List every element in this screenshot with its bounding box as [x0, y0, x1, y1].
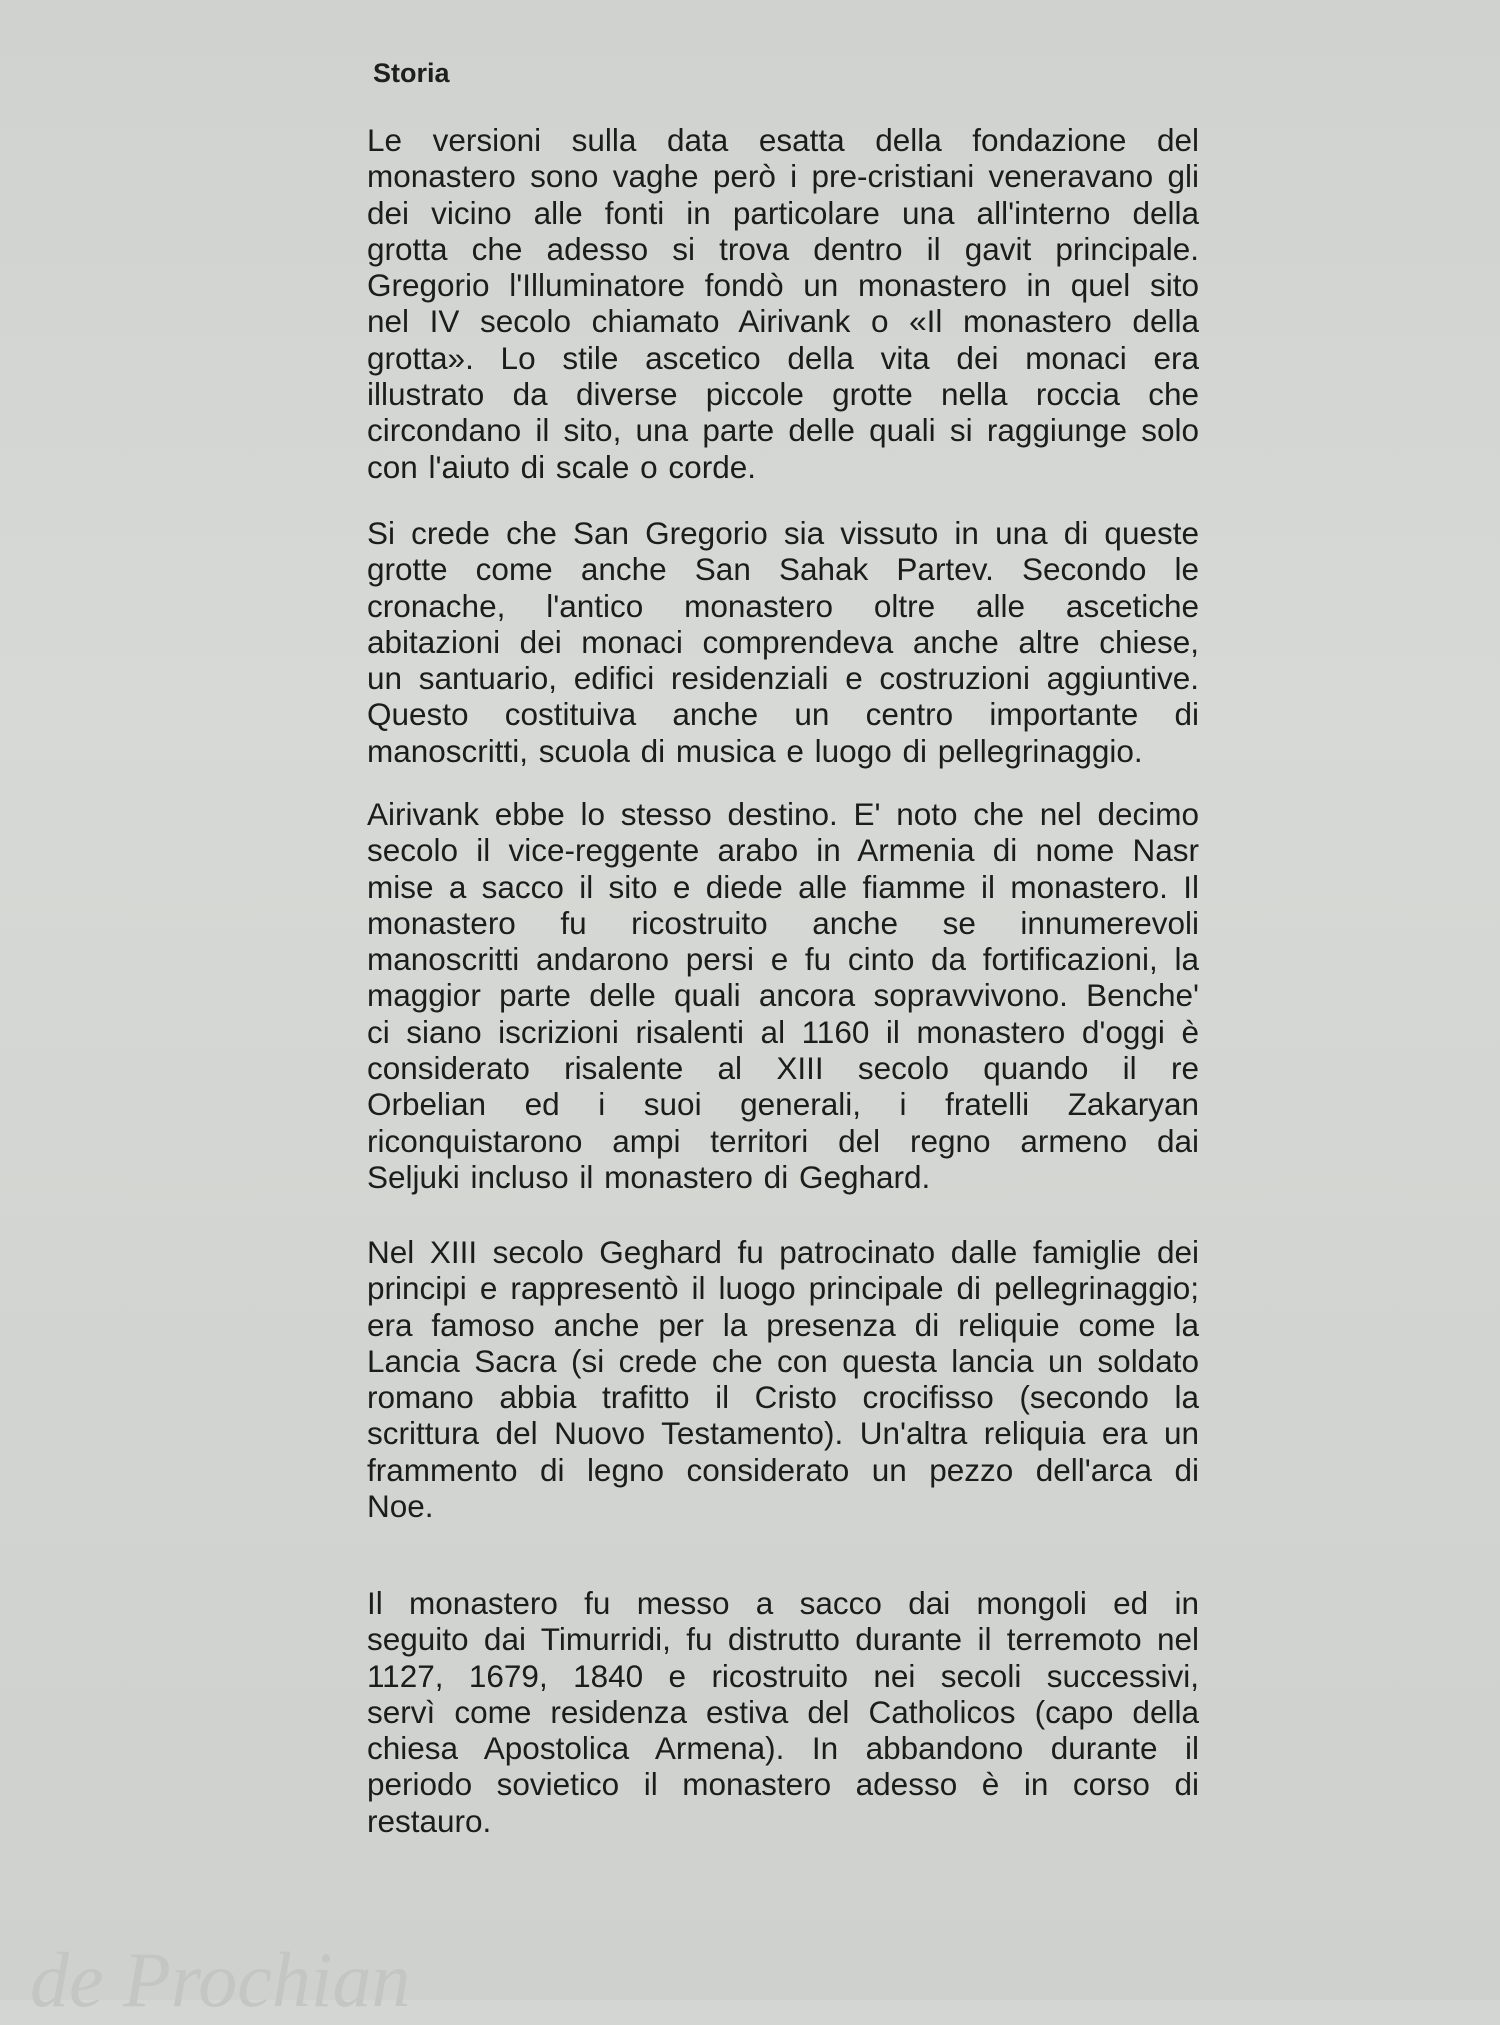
- italian-heading: Storia: [373, 58, 450, 88]
- italian-text-line: Si crede che San Gregorio sia vissuto in una di queste: [367, 515, 1199, 551]
- italian-text-line: Questo costituiva anche un centro importante di: [367, 696, 1199, 733]
- italian-text-line: grotta che adesso si trova dentro il gavit principale.: [367, 230, 1199, 267]
- italian-text-line: Le versioni sulla data esatta della fondazione del: [367, 122, 1199, 158]
- italian-text-line: seguito dai Timurridi, fu distrutto durante il terremoto nel: [367, 1621, 1199, 1658]
- italian-text-line: frammento di legno considerato un pezzo dell'arca di: [367, 1451, 1199, 1488]
- italian-paragraph: [367, 1585, 1199, 1839]
- italian-text-line: romano abbia trafitto il Cristo crocifisso (secondo la: [367, 1379, 1199, 1416]
- italian-text-line: grotte come anche San Sahak Partev. Secondo le: [367, 551, 1199, 588]
- italian-text-line: 1127, 1679, 1840 e ricostruito nei secoli successivi,: [367, 1657, 1199, 1694]
- italian-text-line: Nel XIII secolo Geghard fu patrocinato dalle famiglie dei: [367, 1234, 1199, 1270]
- italian-text-line: illustrato da diverse piccole grotte nella roccia che: [367, 376, 1199, 413]
- italian-text-line: Il monastero fu messo a sacco dai mongoli ed in: [367, 1585, 1199, 1621]
- italian-text-line: grotta». Lo stile ascetico della vita dei monaci era: [367, 339, 1199, 376]
- italian-paragraph: [367, 515, 1199, 769]
- italian-text-line: servì come residenza estiva del Catholicos (capo della: [367, 1693, 1199, 1730]
- italian-text-line: cronache, l'antico monastero oltre alle ascetiche: [367, 587, 1199, 624]
- italian-text-line: restauro.: [367, 1802, 492, 1839]
- italian-paragraph: [367, 122, 1199, 485]
- italian-text-line: abitazioni dei monaci comprendeva anche altre chiese,: [367, 623, 1199, 660]
- italian-paragraph: [367, 1234, 1199, 1524]
- italian-text-line: mise a sacco il sito e diede alle fiamme il monastero. Il: [367, 868, 1199, 905]
- italian-text-line: Airivank ebbe lo stesso destino. E' noto che nel decimo: [367, 796, 1199, 832]
- italian-text-line: circondano il sito, una parte delle quali si raggiunge solo: [367, 412, 1199, 449]
- italian-text-line: un santuario, edifici residenziali e costruzioni aggiuntive.: [367, 660, 1199, 697]
- italian-text-line: con l'aiuto di scale o corde.: [367, 448, 756, 485]
- italian-text-line: chiesa Apostolica Armena). In abbandono durante il: [367, 1730, 1199, 1767]
- italian-text-line: scrittura del Nuovo Testamento). Un'altra reliquia era un: [367, 1415, 1199, 1452]
- italian-text-line: Lancia Sacra (si crede che con questa lancia un soldato: [367, 1342, 1199, 1379]
- italian-text-line: dei vicino alle fonti in particolare una all'interno della: [367, 194, 1199, 231]
- italian-text-line: ci siano iscrizioni risalenti al 1160 il monastero d'oggi è: [367, 1013, 1199, 1050]
- italian-text-line: Gregorio l'Illuminatore fondò un monastero in quel sito: [367, 267, 1199, 304]
- italian-text-line: monastero sono vaghe però i pre-cristiani veneravano gli: [367, 158, 1199, 195]
- italian-paragraph: [367, 796, 1199, 1195]
- italian-text-line: secolo il vice-reggente arabo in Armenia di nome Nasr: [367, 832, 1199, 869]
- italian-text-line: periodo sovietico il monastero adesso è in corso di: [367, 1766, 1199, 1803]
- italian-text-line: nel IV secolo chiamato Airivank o «Il monastero della: [367, 303, 1199, 340]
- italian-text-line: maggior parte delle quali ancora sopravvivono. Benche': [367, 977, 1199, 1014]
- italian-text-line: era famoso anche per la presenza di reliquie come la: [367, 1306, 1199, 1343]
- italian-text-line: Orbelian ed i suoi generali, i fratelli Zakaryan: [367, 1086, 1199, 1123]
- italian-text-line: principi e rappresentò il luogo principale di pellegrinaggio;: [367, 1270, 1199, 1307]
- italian-text-line: considerato risalente al XIII secolo quando il re: [367, 1050, 1199, 1087]
- italian-text-line: manoscritti, scuola di musica e luogo di pellegrinaggio.: [367, 732, 1143, 769]
- watermark-text: de Prochian: [30, 1936, 411, 2023]
- italian-text-line: monastero fu ricostruito anche se innumerevoli: [367, 904, 1199, 941]
- italian-text-line: Seljuki incluso il monastero di Geghard.: [367, 1158, 931, 1195]
- italian-text-line: Noe.: [367, 1488, 434, 1525]
- italian-text-line: manoscritti andarono persi e fu cinto da fortificazioni, la: [367, 941, 1199, 978]
- italian-text-line: riconquistarono ampi territori del regno armeno dai: [367, 1122, 1199, 1159]
